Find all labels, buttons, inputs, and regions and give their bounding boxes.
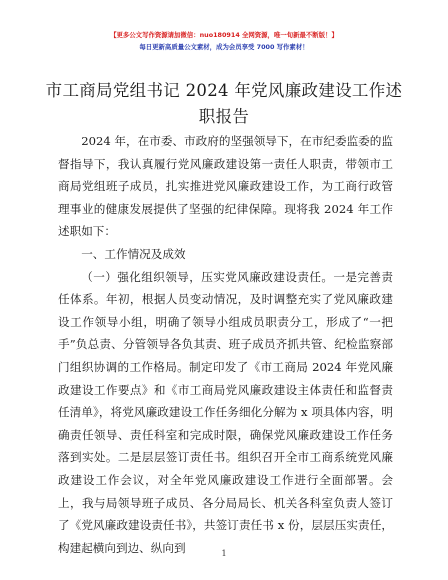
- promo-banner-line-2: 每日更新高质量公文素材，成为会员享受 7000 写作素材！: [139, 43, 309, 51]
- page-number: 1: [221, 549, 227, 558]
- document-body: [58, 130, 393, 559]
- promo-banner-line-1: 【更多公文写作资源请加微信：nuo180914 全网资源，唯一旬新最不断版！】: [110, 31, 338, 39]
- intro-paragraph: 2024 年，在市委、市政府的坚强领导下，在市纪委监委的监督指导下，我认真履行党风廉政建设第一责任人职责，带领市工商局党组班子成员，扎实推进党风廉政建设工作，为工商行政管理事业的健康发展提供了坚强的纪律保障。现将我 2024 年工作述职如下：: [58, 134, 393, 239]
- section-heading: 一、工作情况及成效: [81, 246, 186, 261]
- document-title: 市工商局党组书记 2024 年党风廉政建设工作述职报告: [45, 81, 403, 126]
- body-paragraph: （一）强化组织领导，压实党风廉政建设责任。一是完善责任体系。年初，根据人员变动情况，及时调整充实了党风廉政建设工作领导小组，明确了领导小组成员职责分工，形成了“一把手”负总责、分管领导各负其责、班子成员齐抓共管、纪检监察部门组织协调的工作格局。制定印发了《市工商局 2024 年党风廉政建设工作要点》和《市工商局党风廉政建设主体责任和监督责任清单》，将党风廉政建设工作任务细化分解为 x 项具体内容，明确责任领导、责任科室和完成时限，确保党风廉政建设工作任务落到实处。二是层层签订责任书。组织召开全市工商系统党风廉政建设工作会议，对全年党风廉政建设工作进行全面部署。会上，我与局领导班子成员、各分局局长、机关各科室负责人签订了《党风廉政建设责任书》，共签订责任书 x 份，层层压实责任，构建起横向到边、纵向到: [58, 269, 393, 555]
